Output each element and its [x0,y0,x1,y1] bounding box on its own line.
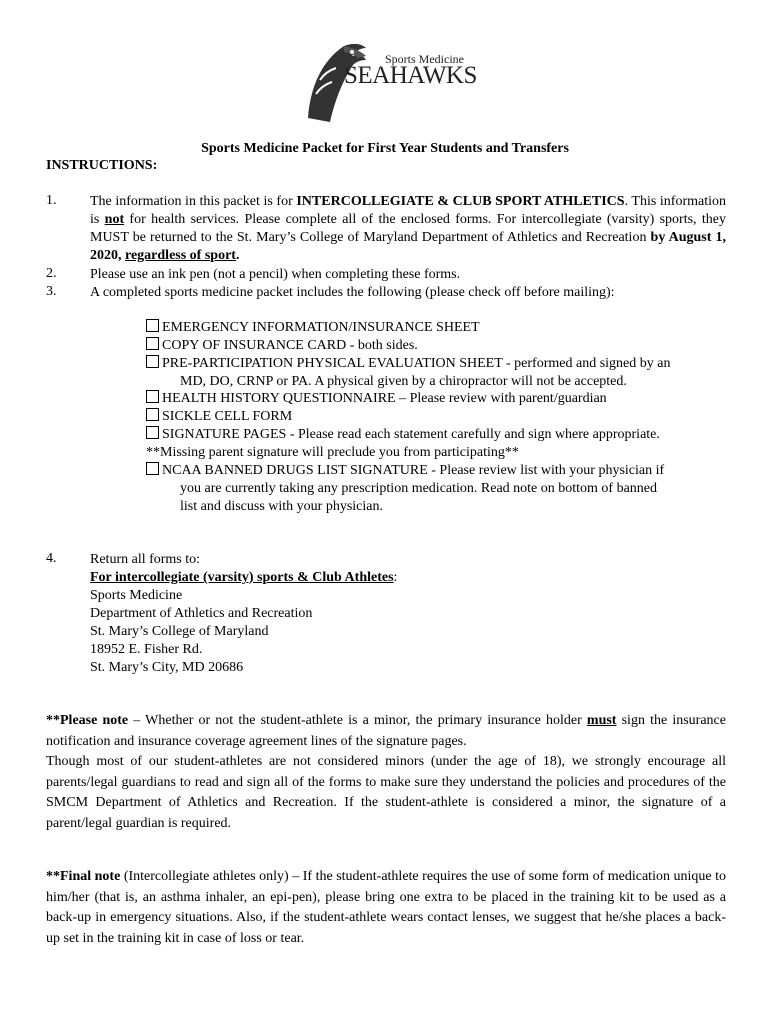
item-1-not: not [104,212,125,227]
address-line: St. Mary’s College of Maryland [90,624,269,639]
checklist-label: PRE-PARTICIPATION PHYSICAL EVALUATION SHEET - performed and signed by an [162,356,671,371]
final-note-lead: **Final note [46,869,121,884]
checklist-warning: **Missing parent signature will preclude you from participating** [146,445,519,460]
checkbox[interactable] [146,408,159,421]
checkbox[interactable] [146,426,159,439]
final-note-text: (Intercollegiate athletes only) – If the student-athlete requires the use of some form of medication unique to him/her (that is, an asthma inhaler, an epi-pen), please bring one extra to be placed in the training kit to be used as a back-up in emergency situations. Also, if the student-athlete wears contact lenses, we suggest that he/she places a back-up set in the training kit in case of loss or tear. [46,869,727,946]
instruction-item-2: Please use an ink pen (not a pencil) when completing these forms. [90,267,461,282]
logo-wordmark: SEAHAWKS [344,62,477,89]
page-title: Sports Medicine Packet for First Year Students and Transfers [201,141,569,156]
checklist-item[interactable] [146,337,418,355]
item-1-athletics: INTERCOLLEGIATE & CLUB SPORT ATHLETICS [296,194,625,209]
instruction-item-1 [90,193,726,265]
minors-paragraph: Though most of our student-athletes are not considered minors (under the age of 18), we strongly encourage all parents/legal guardians to read and sign all of the forms to make sure they understand the policies and procedures of the SMCM Department of Athletics and Recreation. If the student-athlete is considered a minor, the signature of a parent/legal guardian is required. [46,754,726,831]
checklist-item[interactable] [146,462,664,480]
checklist-continuation: you are currently taking any prescription medication. Read note on bottom of banned [180,481,658,496]
checklist-item[interactable] [146,408,292,426]
checklist-label: COPY OF INSURANCE CARD - both sides. [162,338,418,353]
checklist-label: HEALTH HISTORY QUESTIONNAIRE – Please review with parent/guardian [162,391,607,406]
checklist-label: NCAA BANNED DRUGS LIST SIGNATURE - Please review list with your physician if [162,463,665,478]
item-1-regardless: regardless of sport [125,248,236,263]
please-note-must: must [586,713,617,728]
item-1-text: The information in this packet is for [90,194,297,209]
checklist-label: SICKLE CELL FORM [162,409,293,424]
checklist-label: EMERGENCY INFORMATION/INSURANCE SHEET [162,320,480,335]
checkbox[interactable] [146,337,159,350]
address-line: Department of Athletics and Recreation [90,606,313,621]
address-heading-colon: : [393,570,398,585]
address-line: St. Mary’s City, MD 20686 [90,660,244,675]
checkbox[interactable] [146,390,159,403]
item-1-text: for health services. Please complete all of the enclosed forms. For intercollegiate (varsity) sports, they MUST be returned to the St. Mary’s College of Maryland Department of Athletics and Recreation [90,212,726,245]
checkbox[interactable] [146,462,159,475]
address-line: 18952 E. Fisher Rd. [90,642,203,657]
address-heading [90,569,397,587]
item-number: 1. [46,193,57,208]
instruction-item-3: A completed sports medicine packet includes the following (please check off before mailing): [90,285,615,300]
checklist-item[interactable] [146,426,660,444]
final-note [46,867,726,949]
checklist-label: SIGNATURE PAGES - Please read each statement carefully and sign where appropriate. [162,427,660,442]
please-note [46,711,726,752]
checkbox[interactable] [146,355,159,368]
checklist-continuation: list and discuss with your physician. [180,499,383,514]
item-1-text: . This information is [90,194,726,227]
please-note-text: sign the insurance notification and insurance coverage agreement lines of the signature pages. [46,713,726,749]
please-note-text: – Whether or not the student-athlete is a minor, the primary insurance holder [128,713,587,728]
checklist-item[interactable] [146,355,670,373]
checklist-item[interactable] [146,390,607,408]
please-note-lead: **Please note [46,713,129,728]
item-1-period: . [235,248,240,263]
logo-subtitle: Sports Medicine [385,52,464,66]
seahawks-logo [300,40,477,126]
address-line: Sports Medicine [90,588,183,603]
checklist-continuation: MD, DO, CRNP or PA. A physical given by a chiropractor will not be accepted. [180,374,627,389]
item-number: 4. [46,551,57,566]
address-heading-text: For intercollegiate (varsity) sports & Club Athletes [90,570,394,585]
item-number: 2. [46,266,57,281]
instructions-heading: INSTRUCTIONS: [46,158,158,173]
instruction-item-4: Return all forms to: [90,552,201,567]
checkbox[interactable] [146,319,159,332]
item-number: 3. [46,284,57,299]
checklist-item[interactable] [146,319,480,337]
item-1-deadline: by August 1, 2020, [90,230,726,263]
